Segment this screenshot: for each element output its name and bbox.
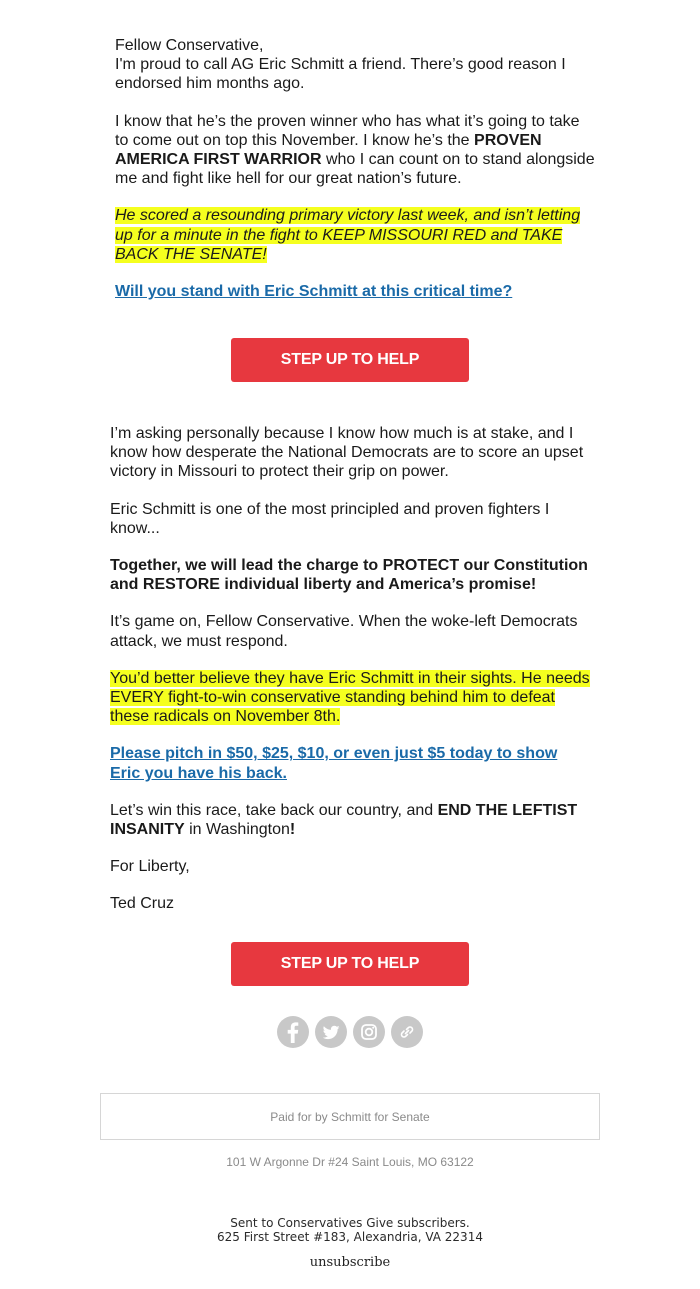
paragraph-9	[110, 801, 590, 839]
paragraph-4: I’m asking personally because I know how much is at stake, and I know how desperate the National Democrats are to score an upset victory in Missouri to protect their grip on power.	[110, 425, 584, 481]
paragraph-2-bold: PROVEN AMERICA FIRST WARRIOR	[115, 131, 542, 169]
paragraph-2-text-a: I know that he’s the proven winner who has what it’s going to take to come out on top this November. I know he’s the	[115, 112, 580, 149]
paragraph-9-bold: END THE LEFTIST INSANITY	[110, 801, 578, 839]
cta-row-1	[0, 338, 700, 382]
paragraph-9-end: !	[289, 821, 296, 839]
sender-address: 625 First Street #183, Alexandria, VA 22314	[217, 1230, 483, 1244]
paragraph-9-text-b: in Washington	[184, 821, 290, 839]
paragraph-9-text-a: Let’s win this race, take back our country, and	[110, 801, 438, 819]
unsubscribe-link[interactable]: unsubscribe	[309, 1255, 391, 1270]
paragraph-6-bold: Together, we will lead the charge to PROTECT our Constitution and RESTORE individual liberty and America’s promise!	[110, 557, 588, 594]
closing: For Liberty,	[110, 858, 190, 876]
link-1-wrap	[115, 282, 595, 301]
sent-to-notice	[0, 1216, 700, 1244]
highlighted-text-2: You’d better believe they have Eric Schmitt in their sights. He needs EVERY fight-to-win conservative standing behind him to defeat these radicals on November 8th.	[110, 669, 590, 726]
instagram-icon[interactable]	[353, 1016, 385, 1048]
paragraph-8	[110, 669, 590, 727]
paid-for-box: Paid for by Schmitt for Senate	[100, 1093, 600, 1140]
highlighted-text-1: He scored a resounding primary victory last week, and isn’t letting up for a minute in the fight to KEEP MISSOURI RED and TAKE BACK THE SENATE!	[115, 207, 581, 263]
cta-row-2	[0, 942, 700, 986]
step-up-button-1[interactable]: STEP UP TO HELP	[231, 338, 469, 382]
paragraph-6	[110, 556, 590, 594]
facebook-icon[interactable]	[277, 1016, 309, 1048]
social-links	[0, 1016, 700, 1048]
paragraph-2-text-b: who I can count on to stand alongside me and fight like hell for our great nation’s future.	[115, 151, 595, 188]
paragraph-3	[115, 206, 595, 264]
signature: Ted Cruz	[110, 895, 175, 913]
paragraph-5: Eric Schmitt is one of the most principled and proven fighters I know...	[110, 500, 550, 537]
step-up-button-2[interactable]: STEP UP TO HELP	[231, 942, 469, 986]
link-2-wrap	[110, 744, 590, 782]
paragraph-7: It’s game on, Fellow Conservative. When the woke-left Democrats attack, we must respond.	[110, 613, 578, 650]
donate-link-1[interactable]: Will you stand with Eric Schmitt at this critical time?	[115, 283, 513, 301]
greeting: Fellow Conservative,	[115, 37, 264, 54]
email-body	[105, 0, 595, 301]
paragraph-2	[115, 112, 595, 189]
sent-to-text: Sent to Conservatives Give subscribers.	[230, 1216, 470, 1230]
campaign-address: 101 W Argonne Dr #24 Saint Louis, MO 63122	[226, 1155, 474, 1169]
email-body-2	[110, 388, 590, 914]
twitter-icon[interactable]	[315, 1016, 347, 1048]
donate-link-2[interactable]: Please pitch in $50, $25, $10, or even just $5 today to show Eric you have his back.	[110, 745, 558, 782]
link-icon[interactable]	[391, 1016, 423, 1048]
paragraph-1: I'm proud to call AG Eric Schmitt a friend. There’s good reason I endorsed him months ago.	[115, 56, 566, 93]
